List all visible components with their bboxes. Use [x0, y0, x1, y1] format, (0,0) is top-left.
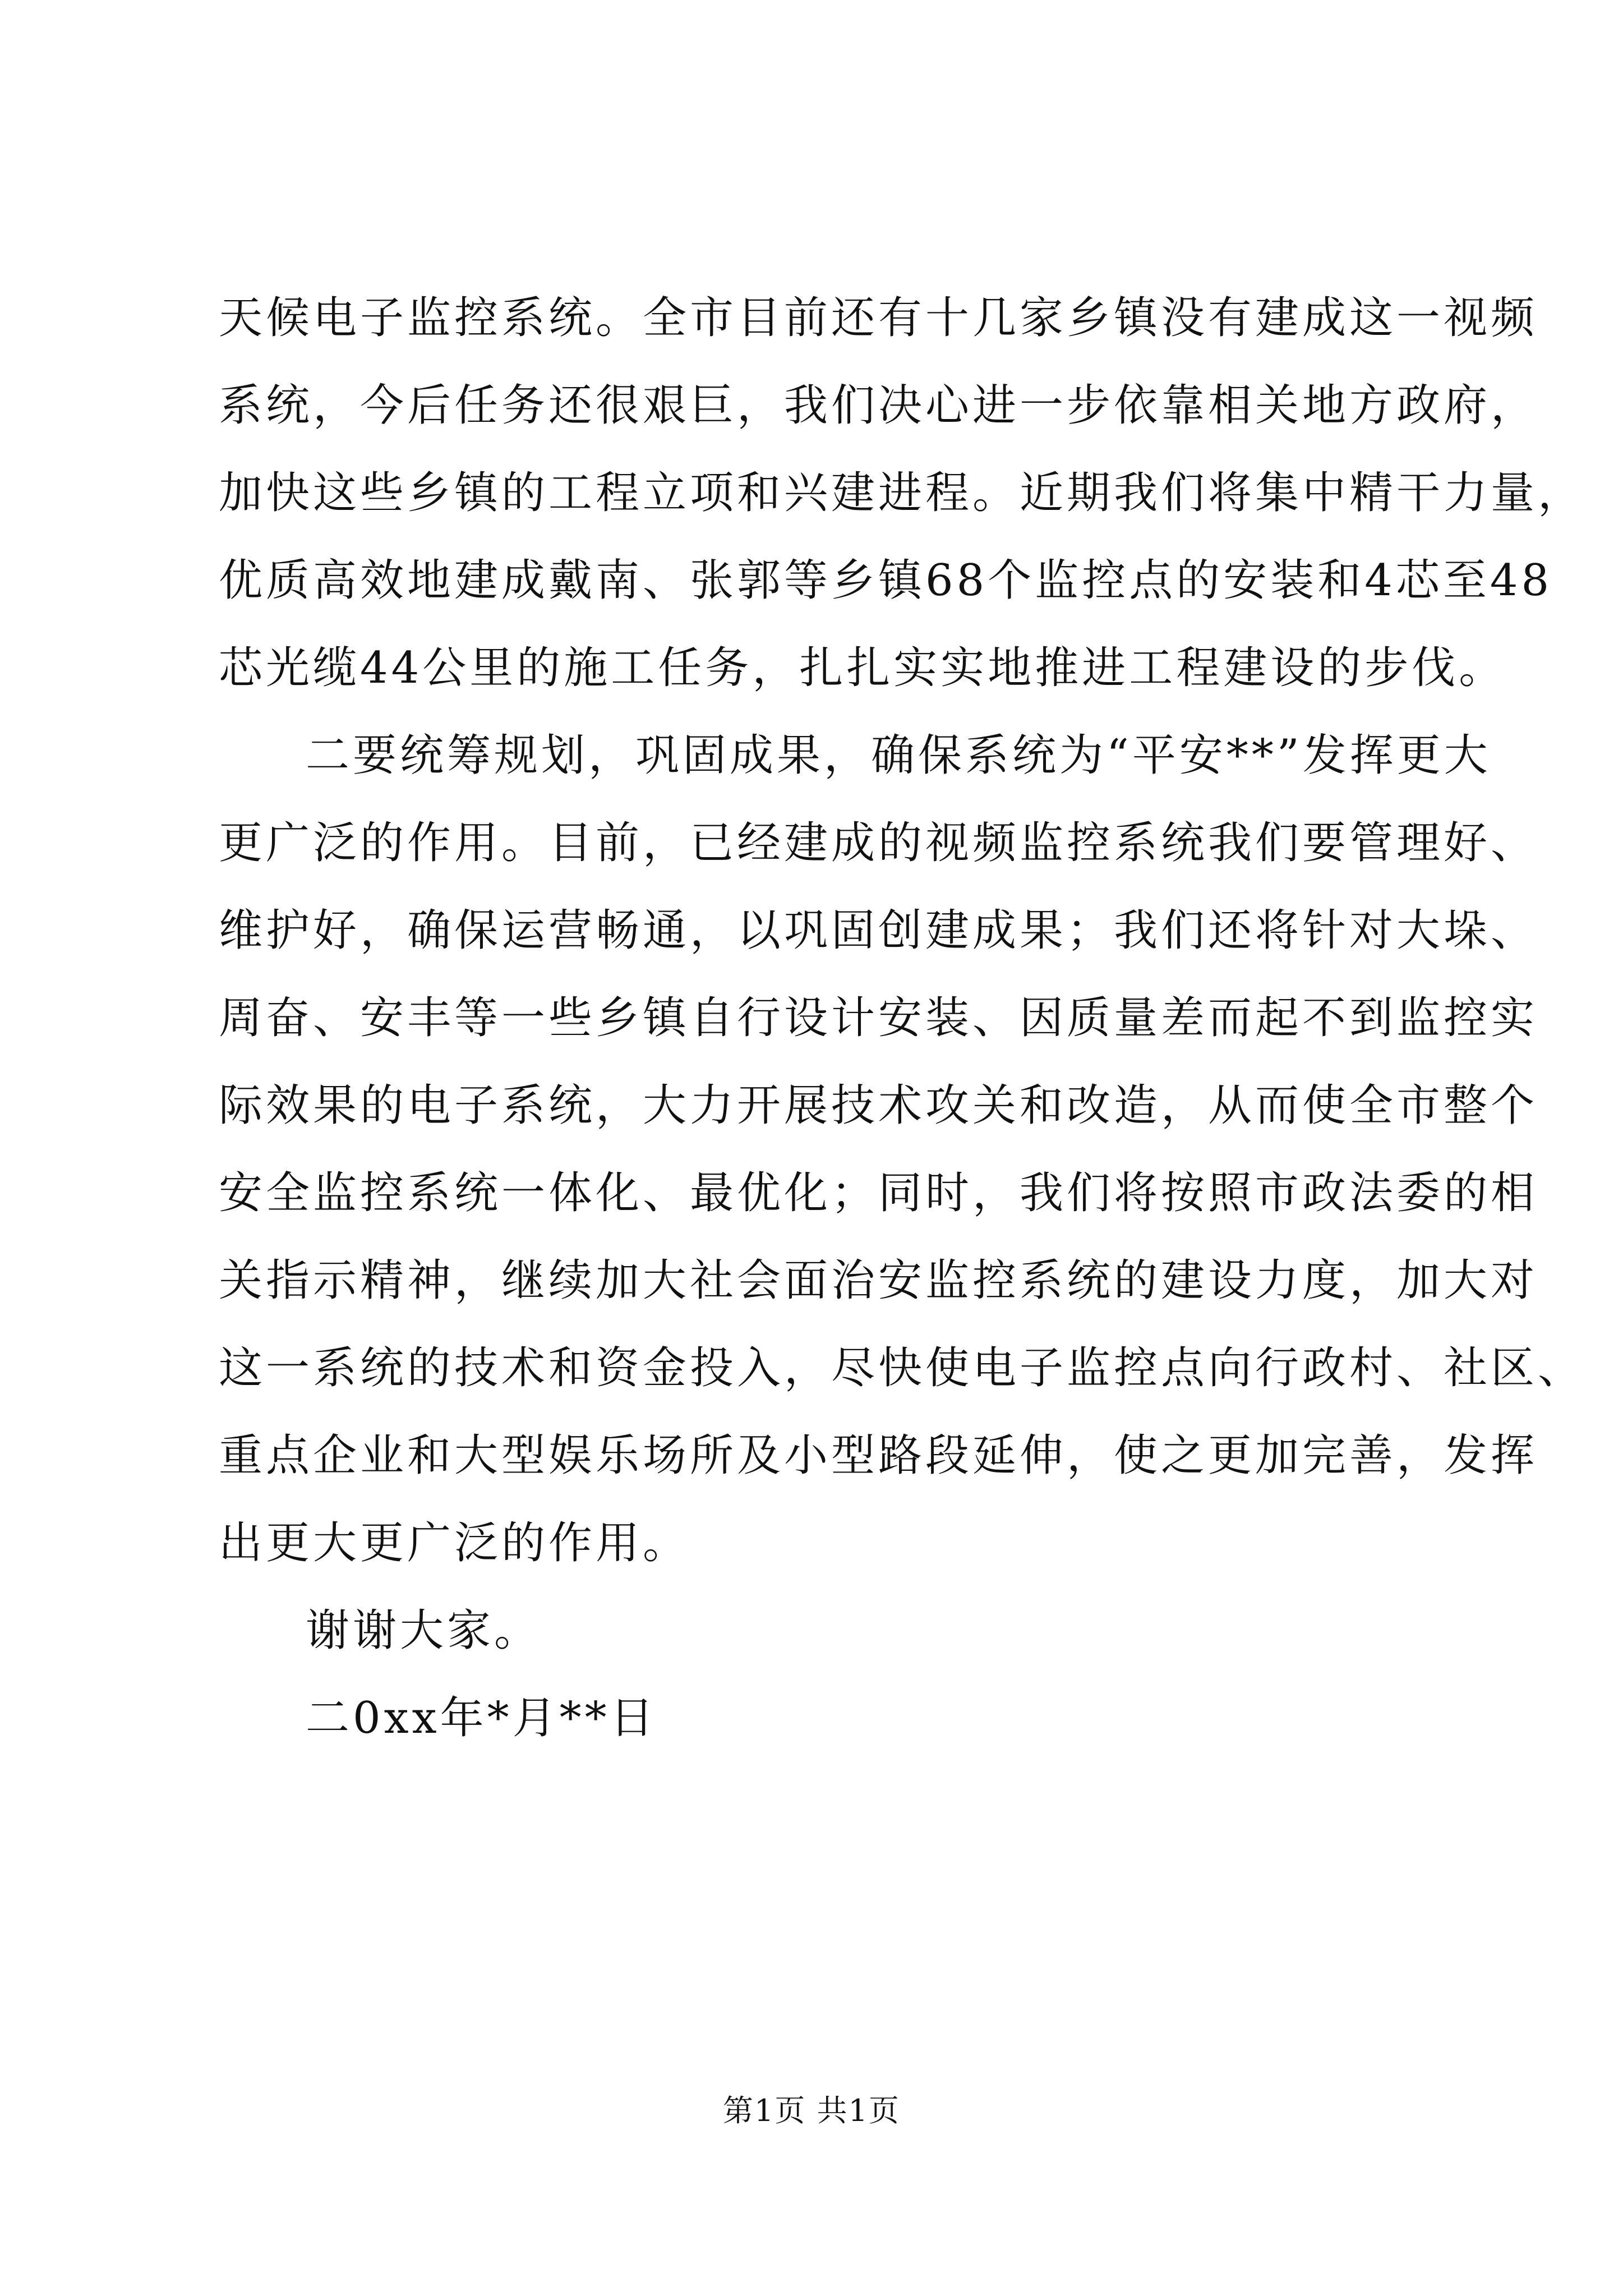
paragraph2-line-6: 安全监控系统一体化、最优化；同时，我们将按照市政法委的相	[219, 1168, 1538, 1218]
date-text: 二0xx年*月**日	[306, 1693, 657, 1743]
paragraph2-line-2: 更广泛的作用。目前，已经建成的视频监控系统我们要管理好、	[219, 818, 1538, 868]
paragraph2-line-9: 重点企业和大型娱乐场所及小型路段延伸，使之更加完善，发挥	[219, 1430, 1538, 1481]
paragraph2-line-1: 二要统筹规划，巩固成果，确保系统为“平安**”发挥更大	[306, 730, 1491, 781]
paragraph2-line-10: 出更大更广泛的作用。	[219, 1518, 690, 1568]
paragraph2-line-4: 周奋、安丰等一些乡镇自行设计安装、因质量差而起不到监控实	[219, 993, 1538, 1043]
paragraph1-line-2: 系统，今后任务还很艰巨，我们决心进一步依靠相关地方政府，	[219, 380, 1538, 431]
paragraph1-line-3: 加快这些乡镇的工程立项和兴建进程。近期我们将集中精干力量，	[219, 468, 1585, 518]
paragraph2-line-8: 这一系统的技术和资金投入，尽快使电子监控点向行政村、社区、	[219, 1343, 1585, 1393]
paragraph2-line-5: 际效果的电子系统，大力开展技术攻关和改造，从而使全市整个	[219, 1080, 1538, 1131]
page-footer: 第1页 共1页	[723, 2093, 900, 2128]
closing-text: 谢谢大家。	[306, 1605, 542, 1656]
paragraph2-line-3: 维护好，确保运营畅通，以巩固创建成果；我们还将针对大垛、	[219, 905, 1538, 956]
paragraph1-line-1: 天候电子监控系统。全市目前还有十几家乡镇没有建成这一视频	[219, 293, 1538, 343]
paragraph2-line-7: 关指示精神，继续加大社会面治安监控系统的建设力度，加大对	[219, 1255, 1538, 1306]
paragraph1-line-4: 优质高效地建成戴南、张郭等乡镇68个监控点的安装和4芯至48	[219, 555, 1553, 606]
paragraph1-line-5: 芯光缆44公里的施工任务，扎扎实实地推进工程建设的步伐。	[219, 643, 1506, 693]
